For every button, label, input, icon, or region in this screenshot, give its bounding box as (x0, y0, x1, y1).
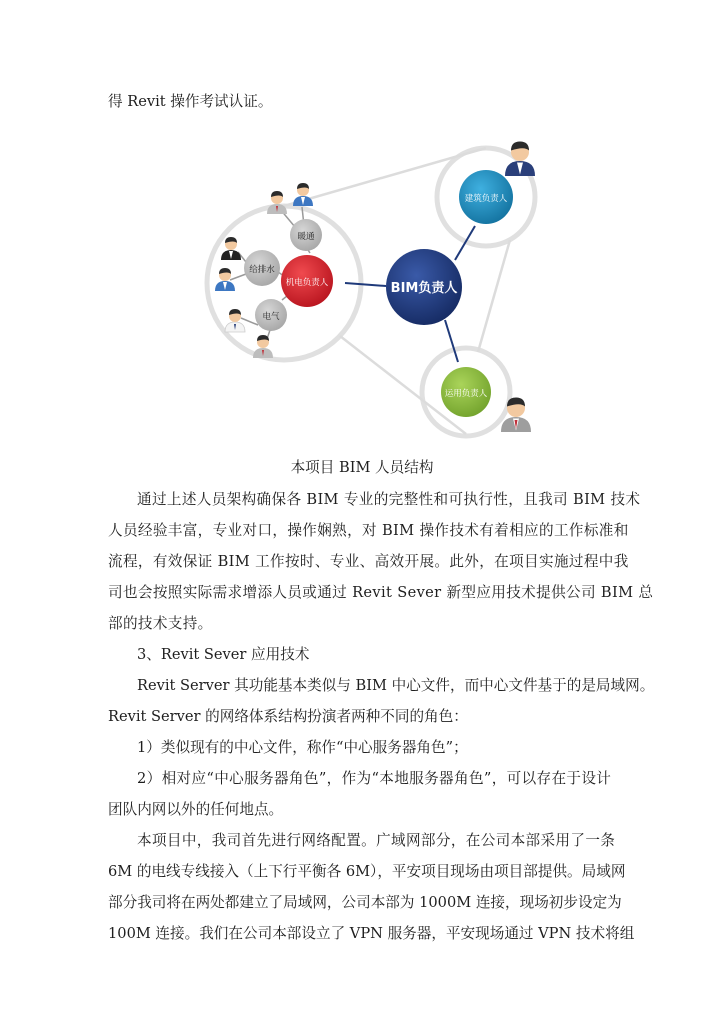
list-item: 1）类似现有的中心文件，称作“中心服务器角色”； (137, 739, 468, 756)
person-icon (505, 142, 535, 177)
figure-caption: 本项目 BIM 人员结构 (290, 459, 434, 476)
paragraph-line: 部分我司将在两处都建立了局域网，公司本部为 1000M 连接，现场初步设定为 (108, 894, 622, 911)
paragraph-line: 100M 连接。我们在公司本部设立了 VPN 服务器，平安现场通过 VPN 技术将组 (108, 925, 635, 942)
list-item: 2）相对应“中心服务器角色”，作为“本地服务器角色”，可以存在于设计 (137, 770, 612, 787)
top-line: 得 Revit 操作考试认证。 (108, 93, 273, 110)
person-icon (267, 191, 287, 214)
hvac-label: 暖通 (297, 232, 315, 242)
section-heading: 3、Revit Sever 应用技术 (137, 646, 310, 663)
person-icon (253, 335, 273, 358)
paragraph-line: 人员经验丰富，专业对口，操作娴熟，对 BIM 操作技术有着相应的工作标准和 (108, 522, 629, 539)
mep-lead-label: 机电负责人 (285, 278, 329, 288)
paragraph-line: 本项目中，我司首先进行网络配置。广域网部分，在公司本部采用了一条 (137, 832, 616, 849)
electrical-label: 电气 (262, 312, 280, 322)
person-icon (293, 183, 313, 206)
plumbing-label: 给排水 (249, 265, 275, 275)
paragraph-line: Revit Server 的网络体系结构扮演者两种不同的角色： (108, 708, 468, 725)
ops-lead-label: 运用负责人 (444, 389, 488, 399)
paragraph-line: 流程，有效保证 BIM 工作按时、专业、高效开展。此外，在项目实施过程中我 (108, 553, 629, 570)
person-icon (221, 237, 241, 260)
bim-personnel-diagram (0, 0, 724, 460)
list-item-continuation: 团队内网以外的任何地点。 (108, 801, 284, 818)
paragraph-line: 部的技术支持。 (108, 615, 213, 632)
arch-lead-label: 建筑负责人 (464, 194, 508, 204)
paragraph-line: 通过上述人员架构确保各 BIM 专业的完整性和可执行性，且我司 BIM 技术 (137, 491, 641, 508)
paragraph-line: Revit Server 其功能基本类似与 BIM 中心文件，而中心文件基于的是局域网。 (137, 677, 655, 694)
paragraph-line: 司也会按照实际需求增添人员或通过 Revit Sever 新型应用技术提供公司 BIM 总 (108, 584, 654, 601)
person-icon (225, 309, 245, 332)
paragraph-line: 6M 的电线专线接入（上下行平衡各 6M），平安项目现场由项目部提供。局域网 (108, 863, 626, 880)
bim-lead-label: BIM负责人 (390, 281, 458, 296)
